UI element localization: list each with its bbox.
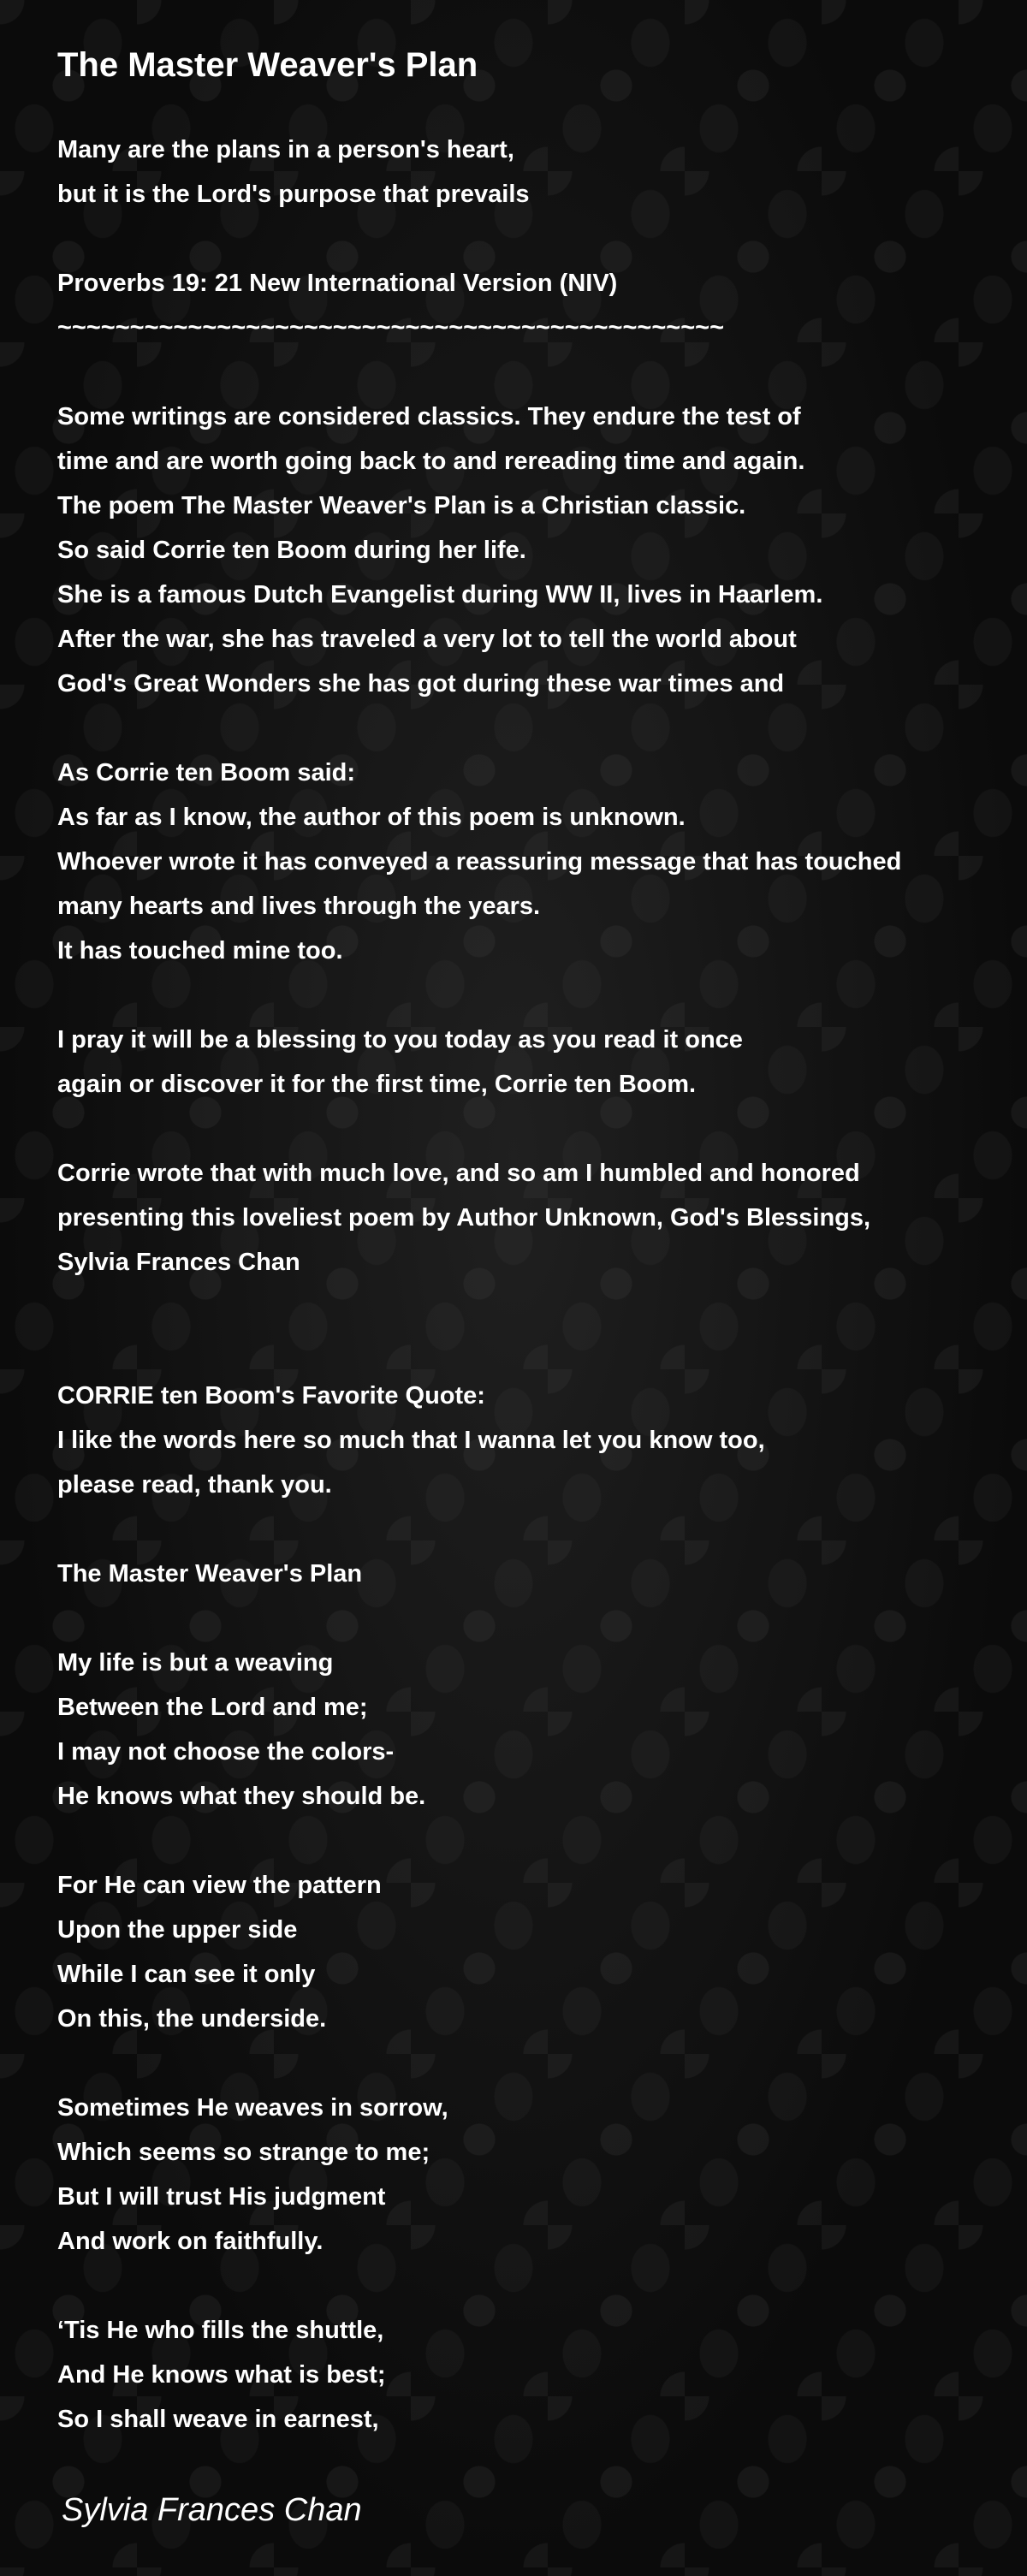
poem-line: I pray it will be a blessing to you today as you read it once	[57, 1026, 743, 1054]
poem-blank-line	[57, 1819, 1016, 1863]
poem-line: But I will trust His judgment	[57, 2183, 386, 2211]
poem-blank-line	[57, 706, 1016, 751]
poem-blank-line	[57, 973, 1016, 1018]
poem-author: Sylvia Frances Chan	[62, 2492, 362, 2528]
poem-blank-line	[57, 2041, 1016, 2086]
poem-blank-line	[57, 1596, 1016, 1641]
poem-line: CORRIE ten Boom's Favorite Quote:	[57, 1382, 485, 1410]
poem-blank-line	[57, 217, 1016, 261]
poem-line: So said Corrie ten Boom during her life.	[57, 537, 526, 564]
poem-line: So I shall weave in earnest,	[57, 2406, 379, 2433]
poem-line: Which seems so strange to me;	[57, 2139, 430, 2166]
poem-line: As Corrie ten Boom said:	[57, 759, 356, 786]
poem-blank-line	[57, 2264, 1016, 2308]
poem-line: It has touched mine too.	[57, 937, 343, 965]
poem-line: My life is but a weaving	[57, 1649, 334, 1677]
poem-line: For He can view the pattern	[57, 1872, 382, 1899]
poem-blank-line	[57, 1285, 1016, 1329]
poem-line: presenting this loveliest poem by Author Unknown, God's Blessings,	[57, 1204, 871, 1232]
poem-line: She is a famous Dutch Evangelist during WW II, lives in Haarlem.	[57, 581, 823, 608]
poem-line: After the war, she has traveled a very lot to tell the world about	[57, 626, 797, 653]
poem-line: Whoever wrote it has conveyed a reassuring message that has touched	[57, 848, 902, 875]
poem-body	[57, 128, 1016, 2442]
poem-line: Some writings are considered classics. They endure the test of	[57, 403, 801, 430]
poem-line: Sylvia Frances Chan	[57, 1249, 300, 1276]
poem-line: God's Great Wonders she has got during these war times and	[57, 670, 785, 697]
poem-line: Corrie wrote that with much love, and so am I humbled and honored	[57, 1160, 860, 1187]
poem-line: The Master Weaver's Plan	[57, 1560, 363, 1588]
poem-line: He knows what they should be.	[57, 1783, 426, 1810]
poem-line: While I can see it only	[57, 1961, 316, 1988]
poem-line: time and are worth going back to and rereading time and again.	[57, 448, 805, 475]
poem-line: I like the words here so much that I wanna let you know too,	[57, 1427, 765, 1454]
poem-line: Sometimes He weaves in sorrow,	[57, 2094, 448, 2122]
poem-blank-line	[57, 1107, 1016, 1151]
poem-blank-line	[57, 350, 1016, 395]
poem-line: Between the Lord and me;	[57, 1694, 368, 1721]
poem-line: ‘Tis He who fills the shuttle,	[57, 2317, 384, 2344]
poem-line: And work on faithfully.	[57, 2228, 324, 2255]
poem-line: many hearts and lives through the years.	[57, 893, 541, 920]
poem-line: but it is the Lord's purpose that prevails	[57, 181, 530, 208]
poem-line: I may not choose the colors-	[57, 1738, 395, 1766]
poem-line: please read, thank you.	[57, 1471, 332, 1499]
poem-line: As far as I know, the author of this poem is unknown.	[57, 804, 686, 831]
poem-line: The poem The Master Weaver's Plan is a Christian classic.	[57, 492, 746, 519]
poem-line: again or discover it for the first time, Corrie ten Boom.	[57, 1071, 697, 1098]
poem-blank-line	[57, 1329, 1016, 1374]
poem-line: On this, the underside.	[57, 2005, 327, 2033]
poem-line: Upon the upper side	[57, 1916, 298, 1944]
poem-line: Proverbs 19: 21 New International Version (NIV)	[57, 270, 618, 297]
poem-line: Many are the plans in a person's heart,	[57, 136, 514, 163]
poem-blank-line	[57, 1507, 1016, 1552]
poem-title: The Master Weaver's Plan	[57, 46, 478, 84]
poem-line: ~~~~~~~~~~~~~~~~~~~~~~~~~~~~~~~~~~~~~~~~~~~~~~	[57, 314, 725, 341]
poem-line: And He knows what is best;	[57, 2361, 386, 2389]
